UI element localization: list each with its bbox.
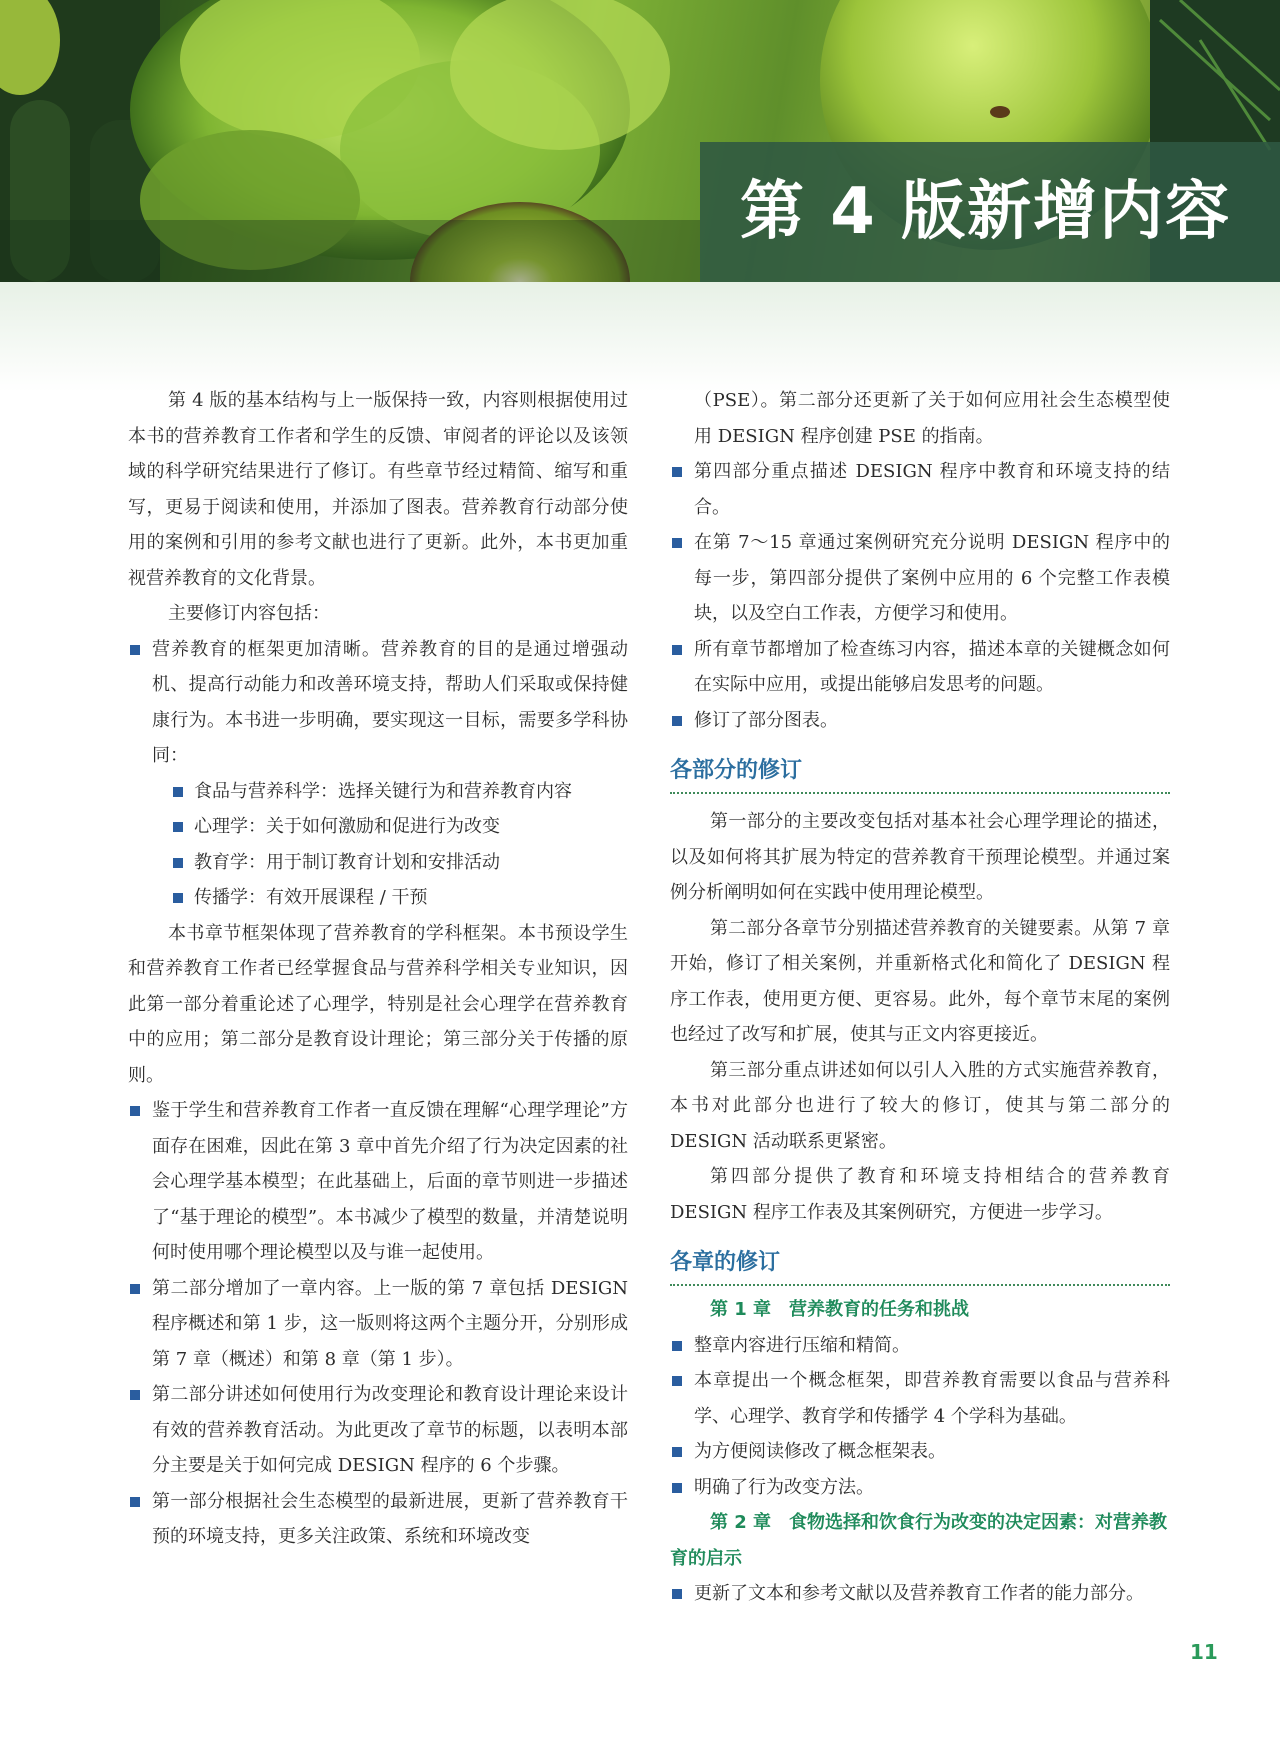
bullet-square-icon [130, 645, 140, 655]
sub-list-item [128, 809, 628, 845]
list-item [670, 1363, 1170, 1434]
list-item [670, 1576, 1170, 1612]
chapter1-heading: 第 1 章 营养教育的任务和挑战 [710, 1299, 970, 1320]
bullet-square-icon [173, 858, 183, 868]
list-item [128, 1093, 628, 1271]
sub-list-item [128, 845, 628, 881]
part3-paragraph: 第三部分重点讲述如何以引人入胜的方式实施营养教育，本书对此部分也进行了较大的修订，使其与第二部分的 DESIGN 活动联系更紧密。 [670, 1059, 1170, 1152]
header-photo-banner [0, 0, 1280, 282]
main-revisions-label: 主要修订内容包括： [168, 603, 330, 624]
bullet-text: 第四部分重点描述 DESIGN 程序中教育和环境支持的结合。 [694, 461, 1170, 518]
list-item [670, 703, 1170, 739]
bullet-square-icon [672, 1341, 682, 1351]
intro-paragraph: 第 4 版的基本结构与上一版保持一致，内容则根据使用过本书的营养教育工作者和学生的反馈、审阅者的评论以及该领域的科学研究结果进行了修订。有些章节经过精简、缩写和重写，更易于阅读和使用，并添加了图表。营养教育行动部分使用的案例和引用的参考文献也进行了更新。此外，本书更加重视营养教育的文化背景。 [128, 390, 628, 589]
list-item [128, 632, 628, 774]
list-item [670, 454, 1170, 525]
sub-bullet-text: 心理学：关于如何激励和促进行为改变 [194, 816, 500, 837]
bullet-text: 在第 7～15 章通过案例研究充分说明 DESIGN 程序中的每一步，第四部分提供了案例中应用的 6 个完整工作表模块，以及空白工作表，方便学习和使用。 [694, 532, 1170, 624]
bullet-text: （PSE）。第二部分还更新了关于如何应用社会生态模型使用 DESIGN 程序创建 PSE 的指南。 [694, 390, 1170, 447]
bullet-text: 本章提出一个概念框架，即营养教育需要以食品与营养科学、心理学、教育学和传播学 4 个学科为基础。 [694, 1370, 1170, 1427]
bullet-text: 明确了行为改变方法。 [694, 1476, 874, 1498]
list-item [128, 1484, 628, 1555]
list-item [128, 1271, 628, 1378]
left-column [128, 383, 628, 1555]
bullet-square-icon [130, 1106, 140, 1116]
sub-list-item [128, 774, 628, 810]
header-fade [0, 282, 1280, 392]
bullet-text: 第二部分讲述如何使用行为改变理论和教育设计理论来设计有效的营养教育活动。为此更改了章节的标题，以表明本部分主要是关于如何完成 DESIGN 程序的 6 个步骤。 [152, 1384, 628, 1476]
bullet-text: 第一部分根据社会生态模型的最新进展，更新了营养教育干预的环境支持，更多关注政策、系统和环境改变 [152, 1490, 628, 1547]
list-item [670, 525, 1170, 632]
bullet-square-icon [672, 467, 682, 477]
bullet-text: 所有章节都增加了检查练习内容，描述本章的关键概念如何在实际中应用，或提出能够启发思考的问题。 [694, 638, 1170, 695]
bullet-text: 修订了部分图表。 [694, 709, 838, 731]
list-item [670, 1328, 1170, 1364]
list-item [670, 1434, 1170, 1470]
chapter2-heading: 第 2 章 食物选择和饮食行为改变的决定因素：对营养教育的启示 [670, 1512, 1168, 1569]
section-heading-chapters: 各章的修订 [670, 1248, 1170, 1286]
bullet-square-icon [672, 645, 682, 655]
bullet-square-icon [130, 1497, 140, 1507]
bullet-square-icon [672, 716, 682, 726]
list-item [670, 632, 1170, 703]
page-title: 第 4 版新增内容 [740, 175, 1232, 249]
list-item [670, 1470, 1170, 1506]
page-number: 11 [1190, 1640, 1218, 1664]
list-item-continuation [670, 383, 1170, 454]
bullet-square-icon [173, 893, 183, 903]
bullet-square-icon [672, 1483, 682, 1493]
sub-bullet-text: 教育学：用于制订教育计划和安排活动 [194, 851, 500, 873]
bullet-text: 营养教育的框架更加清晰。营养教育的目的是通过增强动机、提高行动能力和改善环境支持，帮助人们采取或保持健康行为。本书进一步明确，要实现这一目标，需要多学科协同： [152, 638, 628, 766]
bullet-square-icon [173, 787, 183, 797]
bullet-square-icon [672, 1376, 682, 1386]
bullet-text: 第二部分增加了一章内容。上一版的第 7 章包括 DESIGN 程序概述和第 1 步，这一版则将这两个主题分开，分别形成第 7 章（概述）和第 8 章（第 1 步）。 [152, 1277, 628, 1370]
part2-paragraph: 第二部分各章节分别描述营养教育的关键要素。从第 7 章开始，修订了相关案例，并重新格式化和简化了 DESIGN 程序工作表，使用更方便、更容易。此外，每个章节末尾的案例也经过了改写和扩展，使其与正文内容更接近。 [670, 917, 1170, 1045]
section-heading-parts: 各部分的修订 [670, 756, 1170, 794]
sub-bullet-text: 传播学：有效开展课程 / 干预 [194, 887, 428, 908]
framework-paragraph: 本书章节框架体现了营养教育的学科框架。本书预设学生和营养教育工作者已经掌握食品与营养科学相关专业知识，因此第一部分着重论述了心理学，特别是社会心理学在营养教育中的应用；第二部分是教育设计理论；第三部分关于传播的原则。 [128, 922, 628, 1086]
sub-list-item [128, 880, 628, 916]
bullet-text: 更新了文本和参考文献以及营养教育工作者的能力部分。 [694, 1583, 1144, 1604]
bullet-square-icon [672, 538, 682, 548]
bullet-square-icon [130, 1390, 140, 1400]
bullet-square-icon [130, 1284, 140, 1294]
part4-paragraph: 第四部分提供了教育和环境支持相结合的营养教育 DESIGN 程序工作表及其案例研究，方便进一步学习。 [670, 1166, 1170, 1223]
bullet-square-icon [672, 1447, 682, 1457]
sub-bullet-text: 食品与营养科学：选择关键行为和营养教育内容 [194, 780, 572, 802]
bullet-text: 为方便阅读修改了概念框架表。 [694, 1441, 946, 1462]
bullet-square-icon [672, 1589, 682, 1599]
bullet-text: 鉴于学生和营养教育工作者一直反馈在理解“心理学理论”方面存在困难，因此在第 3 章中首先介绍了行为决定因素的社会心理学基本模型；在此基础上，后面的章节则进一步描述了“基于理论的模型”。本书减少了模型的数量，并清楚说明何时使用哪个理论模型以及与谁一起使用。 [152, 1100, 628, 1263]
part1-paragraph: 第一部分的主要改变包括对基本社会心理学理论的描述，以及如何将其扩展为特定的营养教育干预理论模型。并通过案例分析阐明如何在实践中使用理论模型。 [670, 811, 1170, 903]
right-column [670, 383, 1170, 1612]
list-item [128, 1377, 628, 1484]
bullet-square-icon [173, 822, 183, 832]
bullet-text: 整章内容进行压缩和精简。 [694, 1334, 910, 1356]
